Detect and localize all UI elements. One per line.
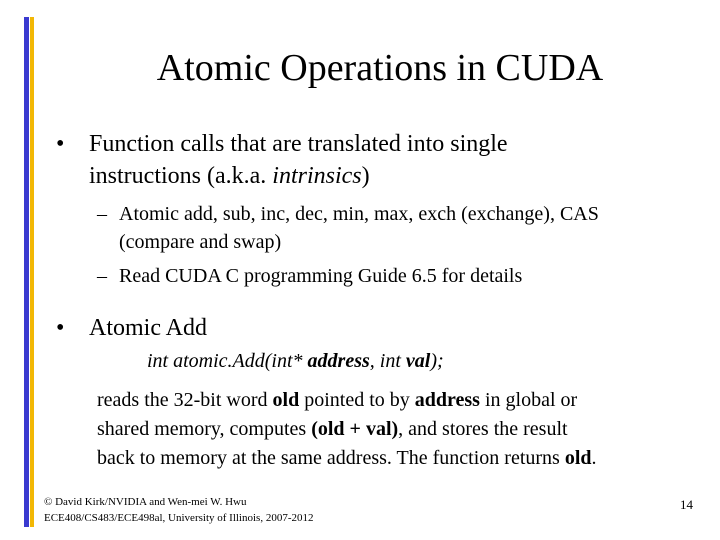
dash-marker: – [97, 265, 107, 287]
text-run: pointed to by [299, 389, 415, 411]
dash-marker: – [97, 203, 107, 225]
text-run: . [591, 447, 597, 469]
bullet-text: Atomic Add [89, 315, 207, 341]
code-run: , int [369, 350, 406, 372]
text-run: in global or [479, 389, 578, 411]
atomic-add-description [97, 386, 597, 473]
bold-term: old [564, 447, 592, 469]
code-run: ); [430, 350, 444, 372]
footer-line: © David Kirk/NVIDIA and Wen-mei W. Hwu [44, 496, 247, 508]
description-line [97, 444, 597, 473]
subitem-line: Atomic add, sub, inc, dec, min, max, exch (exchange), CAS [119, 203, 599, 225]
bold-term: old [272, 389, 300, 411]
left-accent-bar-gold [30, 17, 34, 527]
text-run: reads the 32-bit word [97, 389, 273, 411]
description-line [97, 386, 597, 415]
function-signature [147, 350, 444, 373]
text-run: instructions (a.k.a. [89, 163, 273, 189]
text-run: back to memory at the same address. The function returns [97, 447, 565, 469]
bullet-marker: • [56, 131, 65, 157]
bullet-function-calls [56, 128, 508, 189]
slide-title: Atomic Operations in CUDA [156, 47, 604, 89]
bullet-line: Function calls that are translated into single [89, 131, 508, 157]
text-run: shared memory, computes [97, 418, 312, 440]
code-run: int atomic.Add(int* [147, 350, 308, 372]
code-param-val: val [405, 350, 431, 372]
bullet-line [89, 160, 609, 192]
subitem-text [119, 200, 599, 256]
subitem-text: Read CUDA C programming Guide 6.5 for details [119, 265, 523, 287]
left-accent-bar-blue [24, 17, 29, 527]
text-run: ) [361, 163, 370, 189]
intrinsics-term: intrinsics [272, 163, 362, 189]
bullet-atomic-add [56, 312, 207, 344]
text-run: , and stores the result [398, 418, 568, 440]
copyright-footer [44, 494, 314, 526]
footer-line: ECE408/CS483/ECE498al, University of Illinois, 2007-2012 [44, 512, 314, 524]
bullet-marker: • [56, 315, 65, 341]
subitem-line: (compare and swap) [119, 231, 282, 253]
code-param-address: address [307, 350, 370, 372]
bold-term: (old + val) [311, 418, 399, 440]
bold-term: address [414, 389, 480, 411]
description-line [97, 415, 597, 444]
page-number: 14 [680, 497, 693, 512]
bullet-text [89, 128, 609, 192]
